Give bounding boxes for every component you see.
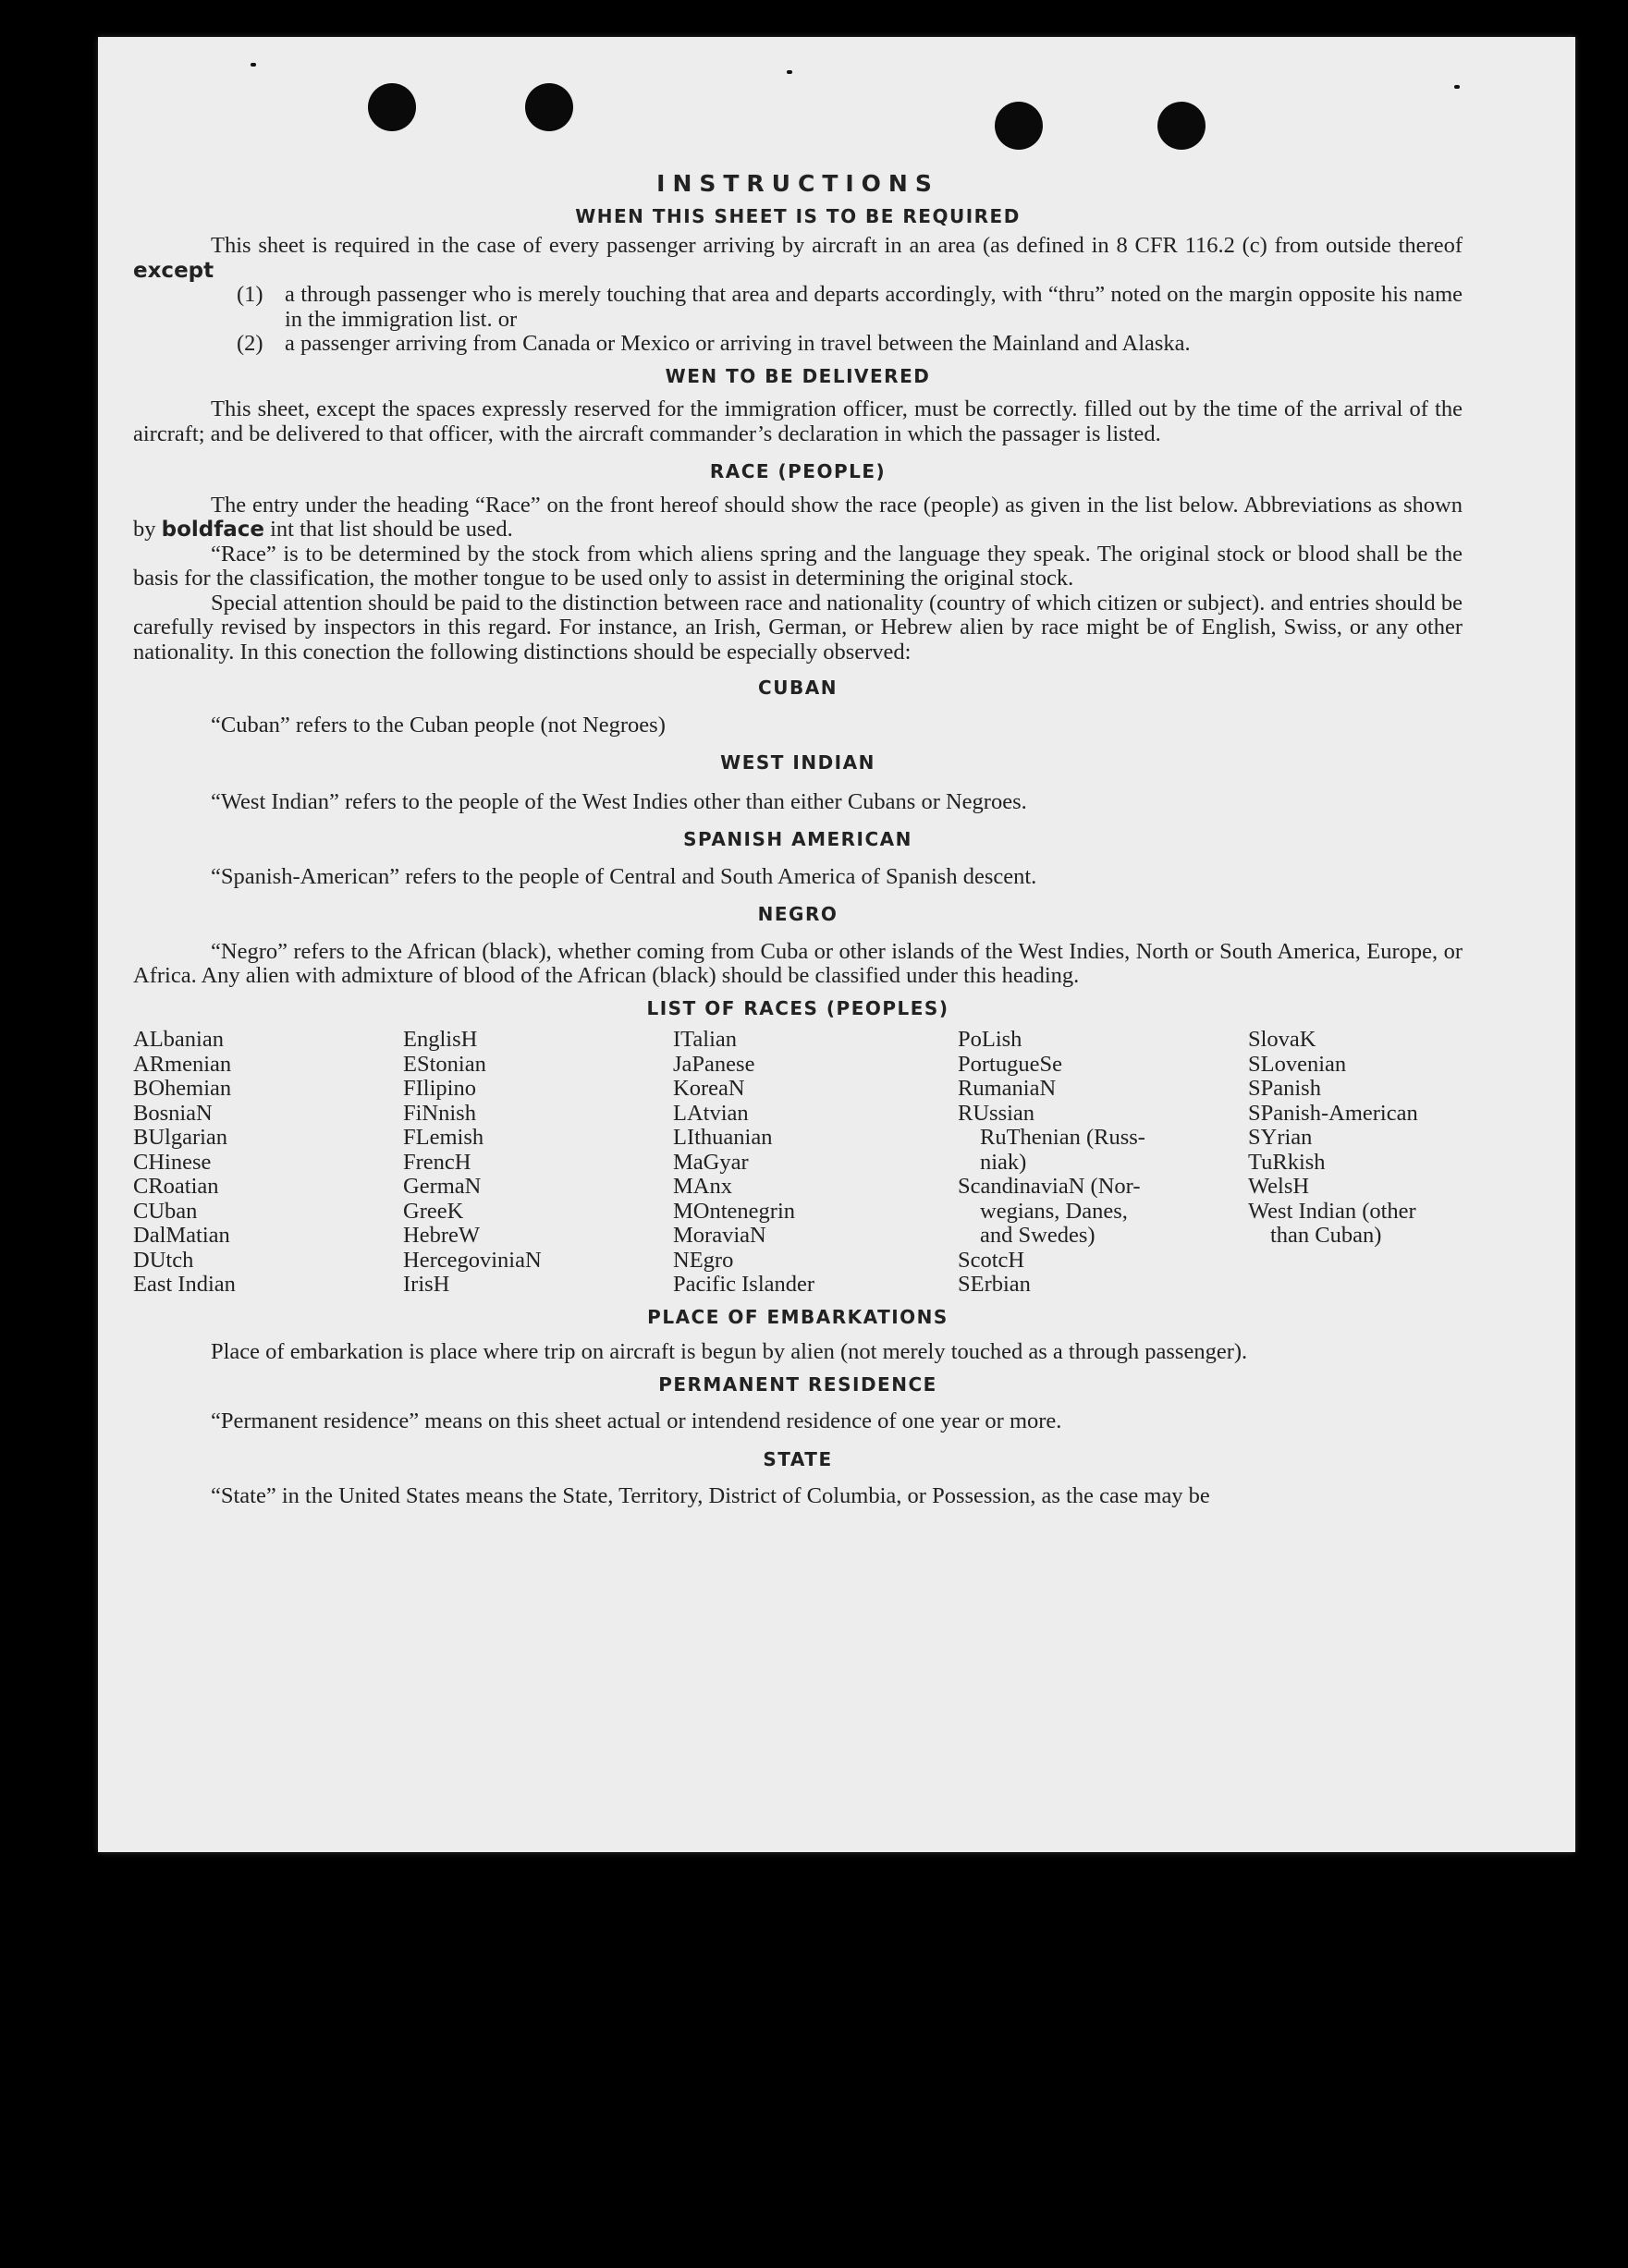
heading-negro: NEGRO bbox=[757, 903, 838, 925]
race-entry: ScotcH bbox=[958, 1247, 1025, 1273]
race-entry: and Swedes) bbox=[980, 1223, 1096, 1248]
race-entry: FrencH bbox=[403, 1149, 471, 1175]
race-entry: wegians, Danes, bbox=[980, 1198, 1128, 1224]
punch-hole bbox=[368, 83, 416, 131]
spanish-american-text: “Spanish-American” refers to the people of Central and South America of Spanish descent. bbox=[211, 863, 1037, 889]
punch-hole bbox=[525, 83, 573, 131]
race-entry: HercegoviniaN bbox=[403, 1247, 542, 1273]
race-entry: LAtvian bbox=[673, 1100, 749, 1126]
embarkation-text: Place of embarkation is place where trip on aircraft is begun by alien (not merely touched as a through passenger). bbox=[211, 1339, 1248, 1364]
race-entry: DUtch bbox=[133, 1247, 194, 1273]
race-entry: SPanish bbox=[1248, 1076, 1321, 1101]
race-entry: BUlgarian bbox=[133, 1125, 228, 1150]
race-entry: PortugueSe bbox=[958, 1051, 1062, 1077]
race-entry: IrisH bbox=[403, 1272, 450, 1297]
west-indian-text: “West Indian” refers to the people of the West Indies other than either Cubans or Negroes. bbox=[211, 788, 1027, 814]
race-entry: BOhemian bbox=[133, 1076, 232, 1101]
residence-text: “Permanent residence” means on this sheet actual or intendend residence of one year or more. bbox=[211, 1408, 1062, 1433]
races-list bbox=[133, 1028, 1463, 1298]
race-entry: SErbian bbox=[958, 1272, 1031, 1297]
race-entry: ScandinaviaN (Nor- bbox=[958, 1174, 1141, 1199]
heading-required: WHEN THIS SHEET IS TO BE REQUIRED bbox=[575, 204, 1021, 227]
heading-residence: PERMANENT RESIDENCE bbox=[658, 1372, 937, 1396]
negro-text: “Negro” refers to the African (black), whether coming from Cuba or other islands of the West Indies, North or South America, Europe, or Africa. Any alien with admixture of blood of the African (black) should be classified under this heading. bbox=[133, 938, 1463, 988]
race-entry: CUban bbox=[133, 1198, 198, 1224]
heading-west-indian: WEST INDIAN bbox=[720, 751, 875, 774]
heading-state: STATE bbox=[763, 1447, 833, 1470]
document-sheet bbox=[98, 37, 1575, 1852]
race-entry: KoreaN bbox=[673, 1076, 745, 1101]
race-entry: than Cuban) bbox=[1270, 1223, 1382, 1248]
race-entry: DalMatian bbox=[133, 1223, 230, 1248]
race-entry: LIthuanian bbox=[673, 1125, 773, 1150]
race-entry: RUssian bbox=[958, 1100, 1035, 1126]
race-entry: GreeK bbox=[403, 1198, 464, 1224]
race-entry: MAnx bbox=[673, 1174, 732, 1199]
race-entry: Pacific Islander bbox=[673, 1272, 815, 1297]
state-text: “State” in the United States means the State, Territory, District of Columbia, or Possession, as the case may be bbox=[211, 1483, 1210, 1508]
race-paragraph-1: The entry under the heading “Race” on the front hereof should show the race (people) as given in the list below. Abbreviations as shown by boldface int that list should be used. bbox=[133, 492, 1463, 542]
heading-spanish-american: SPANISH AMERICAN bbox=[683, 828, 912, 850]
race-entry: SYrian bbox=[1248, 1125, 1313, 1150]
race-entry: CHinese bbox=[133, 1149, 212, 1175]
race-entry: TuRkish bbox=[1248, 1149, 1326, 1175]
race-entry: EnglisH bbox=[403, 1027, 478, 1052]
race-entry: JaPanese bbox=[673, 1051, 755, 1077]
heading-embarkation: PLACE OF EMBARKATIONS bbox=[647, 1305, 949, 1328]
race-entry: CRoatian bbox=[133, 1174, 219, 1199]
race-entry: FLemish bbox=[403, 1125, 484, 1150]
race-entry: MaGyar bbox=[673, 1149, 749, 1175]
race-entry: HebreW bbox=[403, 1223, 480, 1248]
races-column bbox=[133, 1028, 403, 1298]
race-entry: MOntenegrin bbox=[673, 1198, 795, 1224]
race-entry: MoraviaN bbox=[673, 1223, 766, 1248]
delivered-text: This sheet, except the spaces expressly reserved for the immigration officer, must be correctly. filled out by the time of the arrival of the aircraft; and be delivered to that officer, with the aircraft commander’s declaration in which the passager is listed. bbox=[133, 396, 1463, 446]
except-label: except bbox=[133, 258, 214, 283]
speck-mark bbox=[787, 70, 792, 74]
punch-hole bbox=[1157, 102, 1206, 150]
race-entry: SPanish-American bbox=[1248, 1100, 1418, 1126]
required-item: (1) a through passenger who is merely touching that area and departs accordingly, with “thru” noted on the margin opposite his name in the immigration list. or bbox=[237, 282, 1463, 332]
races-column bbox=[673, 1028, 958, 1298]
race-entry: GermaN bbox=[403, 1174, 482, 1199]
cuban-text: “Cuban” refers to the Cuban people (not Negroes) bbox=[211, 712, 666, 738]
boldface-label: boldface bbox=[161, 518, 264, 542]
race-entry: PoLish bbox=[958, 1027, 1022, 1052]
race-entry: ITalian bbox=[673, 1027, 738, 1052]
race-entry: RumaniaN bbox=[958, 1076, 1057, 1101]
race-entry: East Indian bbox=[133, 1272, 236, 1297]
race-entry: FiNnish bbox=[403, 1100, 476, 1126]
race-paragraph-2: “Race” is to be determined by the stock from which aliens spring and the language they speak. The original stock or blood shall be the basis for the classification, the mother tongue to be used only to assist in determining the original stock. bbox=[133, 541, 1463, 591]
race-entry: niak) bbox=[980, 1149, 1027, 1175]
required-item: (2) a passenger arriving from Canada or Mexico or arriving in travel between the Mainland and Alaska. bbox=[237, 331, 1191, 356]
race-entry: SLovenian bbox=[1248, 1051, 1347, 1077]
race-entry: EStonian bbox=[403, 1051, 486, 1077]
speck-mark bbox=[251, 63, 256, 67]
punch-hole bbox=[995, 102, 1043, 150]
race-entry: ALbanian bbox=[133, 1027, 224, 1052]
page-title: INSTRUCTIONS bbox=[656, 170, 939, 197]
race-entry: ARmenian bbox=[133, 1051, 232, 1077]
heading-cuban: CUBAN bbox=[758, 677, 838, 699]
instructions-content bbox=[133, 172, 1463, 1509]
race-entry: West Indian (other bbox=[1248, 1198, 1416, 1224]
race-entry: FIlipino bbox=[403, 1076, 476, 1101]
race-entry: NEgro bbox=[673, 1247, 734, 1273]
heading-delivered: WEN TO BE DELIVERED bbox=[665, 364, 931, 387]
heading-race: RACE (PEOPLE) bbox=[709, 460, 887, 482]
race-entry: WelsH bbox=[1248, 1174, 1310, 1199]
race-entry: SlovaK bbox=[1248, 1027, 1316, 1052]
races-column bbox=[958, 1028, 1248, 1298]
race-entry: RuThenian (Russ- bbox=[980, 1125, 1145, 1150]
heading-races-list: LIST OF RACES (PEOPLES) bbox=[646, 996, 949, 1019]
race-paragraph-3: Special attention should be paid to the distinction between race and nationality (country of which citizen or subject). and entries should be carefully revised by inspectors in this regard. For instance, an Irish, German, or Hebrew alien by race might be of English, Swiss, or any other nationality. In this conection the following distinctions should be especially observed: bbox=[133, 590, 1463, 665]
races-column bbox=[403, 1028, 673, 1298]
race-entry: BosniaN bbox=[133, 1100, 213, 1126]
required-intro: This sheet is required in the case of every passenger arriving by aircraft in an area (as defined in 8 CFR 116.2 (c) from outside thereof except bbox=[133, 233, 1463, 283]
races-column bbox=[1248, 1028, 1463, 1298]
speck-mark bbox=[1454, 85, 1460, 89]
